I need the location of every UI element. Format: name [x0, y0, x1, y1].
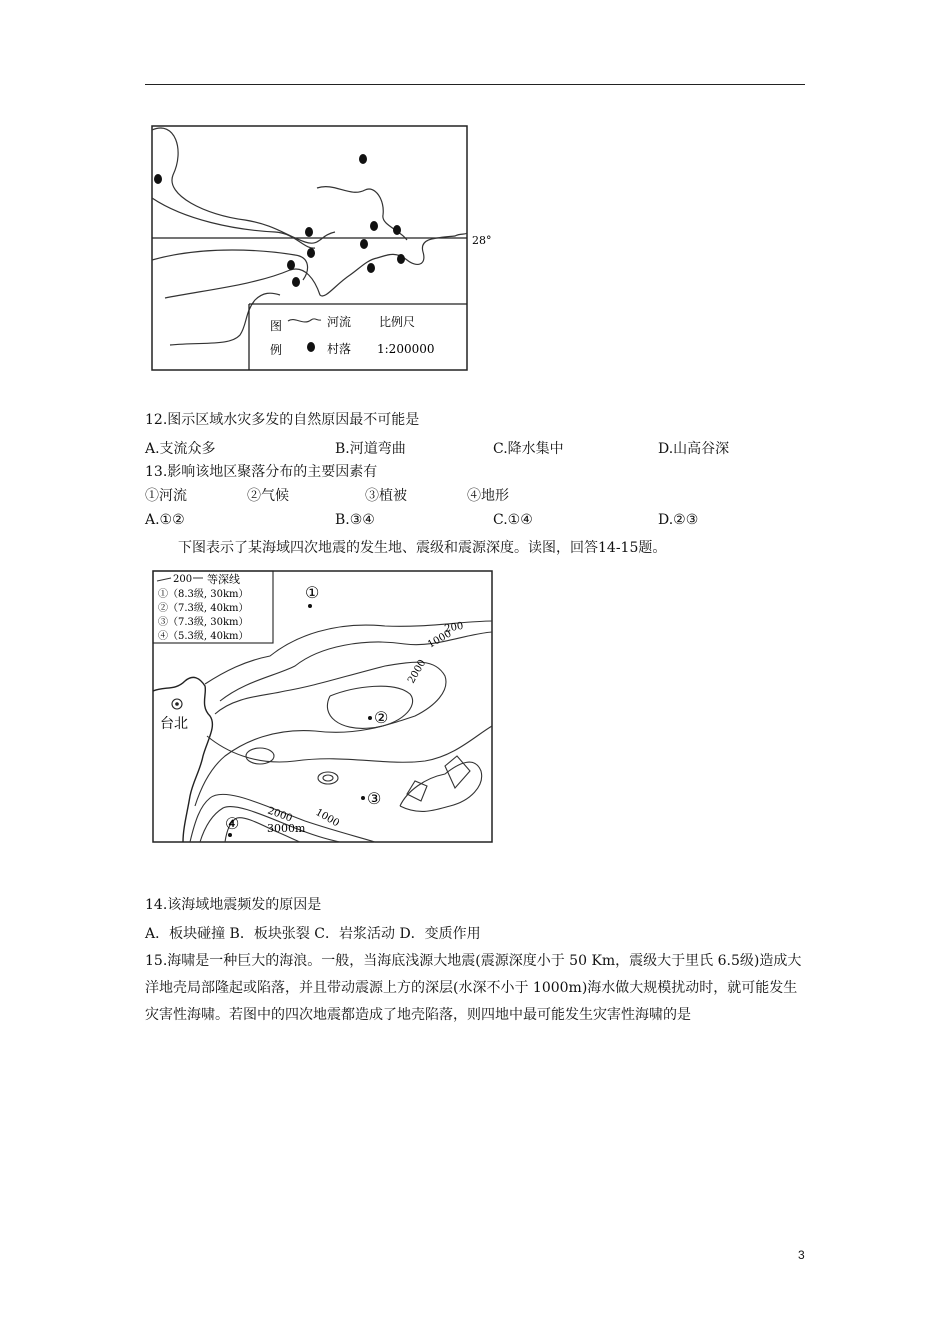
- coastline: [153, 677, 212, 842]
- legend-village-symbol: [307, 342, 315, 352]
- legend-quake-3: ③（7.3级, 30km）: [158, 617, 249, 628]
- legend-river-symbol: [288, 319, 321, 322]
- q13-factor-2: ②气候: [247, 488, 289, 504]
- q13-option-c[interactable]: C.①④: [493, 512, 533, 528]
- contour-label-200: 200: [443, 620, 465, 635]
- legend-quake-1: ①（8.3级, 30km）: [158, 589, 249, 600]
- q14-stem: 14.该海域地震频发的原因是: [145, 897, 322, 913]
- quake-marker-4: ④: [225, 814, 240, 833]
- village-dots: [154, 154, 405, 287]
- contour-label-2000-upper: 2000: [406, 657, 429, 686]
- legend-scale-value: 1:200000: [377, 342, 435, 356]
- q13-factor-4: ④地形: [467, 488, 509, 504]
- q12-option-a[interactable]: A.支流众多: [145, 441, 216, 457]
- latitude-label: 28°: [472, 234, 492, 247]
- river-village-map: [145, 120, 505, 375]
- q13-factor-3: ③植被: [365, 488, 407, 504]
- q12-stem: 12.图示区域水灾多发的自然原因最不可能是: [145, 412, 420, 428]
- contour-label-3000: 3000m: [267, 822, 306, 835]
- q13-factor-1: ①河流: [145, 488, 187, 504]
- q12-option-c[interactable]: C.降水集中: [493, 441, 564, 457]
- legend-quake-4: ④（5.3级, 40km）: [158, 631, 249, 642]
- legend-village-label: 村落: [327, 342, 352, 356]
- isobath-lines: [190, 621, 492, 842]
- q12-option-d[interactable]: D.山高谷深: [658, 441, 730, 457]
- quake-marker-1: ①: [305, 583, 320, 602]
- contour-label-1000-lower: 1000: [313, 807, 342, 830]
- legend-title-bottom: 例: [270, 343, 283, 357]
- legend-river-label: 河流: [327, 315, 352, 329]
- q13-option-b[interactable]: B.③④: [335, 512, 375, 528]
- header-rule: [145, 84, 805, 85]
- q13-option-d[interactable]: D.②③: [658, 512, 699, 528]
- page-number: 3: [798, 1248, 805, 1262]
- city-label-taipei: 台北: [160, 716, 188, 732]
- q14-options[interactable]: A．板块碰撞 B．板块张裂 C．岩浆活动 D．变质作用: [145, 926, 481, 942]
- passage-intro: 下图表示了某海域四次地震的发生地、震级和震源深度。读图，回答14-15题。: [178, 540, 667, 556]
- legend-scale-label: 比例尺: [379, 315, 416, 329]
- q15-stem: 15.海啸是一种巨大的海浪。一般，当海底浅源大地震(震源深度小于 50 Km，震级大于里氏 6.5级)造成大洋地壳局部隆起或陷落，并且带动震源上方的深层(水深不小于 1000m)海水做大规模扰动时，就可能发生灾害性海啸。若图中的四次地震都造成了地壳陷落，则四地中最可能发生灾害性海啸的是: [145, 953, 802, 1023]
- quake-marker-3: ③: [367, 789, 382, 808]
- q12-option-b[interactable]: B.河道弯曲: [335, 441, 406, 457]
- legend-title-top: 图: [270, 319, 283, 333]
- q13-option-a[interactable]: A.①②: [145, 512, 185, 528]
- legend-isobath-sample: 200: [173, 574, 193, 585]
- q13-stem: 13.影响该地区聚落分布的主要因素有: [145, 464, 378, 480]
- legend-quake-2: ②（7.3级, 40km）: [158, 603, 249, 614]
- contour-label-1000-upper: 1000: [426, 628, 454, 651]
- contour-label-2000-lower: 2000: [265, 805, 294, 825]
- earthquake-sea-map: [145, 566, 497, 846]
- quake-marker-2: ②: [374, 708, 389, 727]
- legend-isobath-label: 等深线: [207, 573, 240, 586]
